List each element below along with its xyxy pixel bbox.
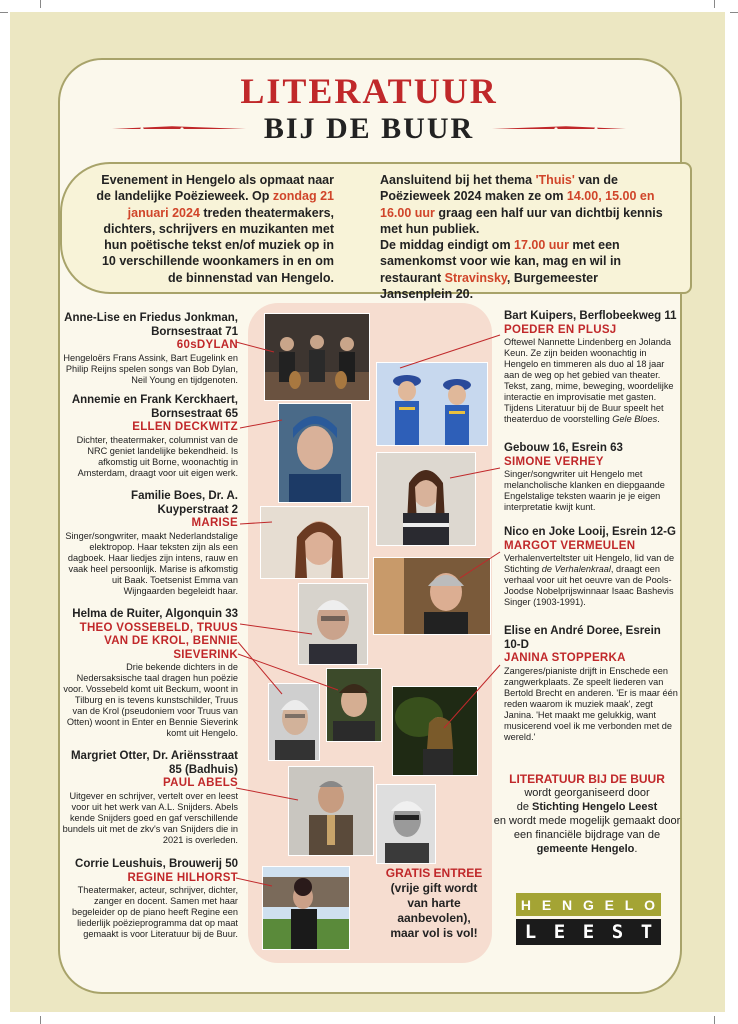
description-text: Verhalenverteltster uit Hengelo, lid van de Stichting (504, 553, 675, 574)
intro-text: met een samenkomst voor wie kan, mag en wil in restaurant (380, 238, 622, 285)
poster-title: LITERATUUR (240, 71, 498, 111)
logo-letter: S (603, 919, 632, 945)
description-text: Oftewel Nannette Lindenberg en Jolanda Keun. Ze zijn beiden woonachtig in Hengelo en timmeren als duo al 18 jaar aan de weg op het gebied van theater. Tekst, zang, mime, beweging, woordelijke interactie en improvisatie met gasten. Tijdens Literatuur bij de Buur speelt het theaterduo de voorstelling (504, 337, 674, 424)
entry-marise (62, 490, 238, 597)
entry-ellen-deckwitz (62, 394, 238, 479)
intro-text: Aansluitend bij het thema (380, 173, 536, 187)
entry-janina-stopperka (504, 625, 680, 743)
entry-paul-abels (62, 750, 238, 846)
venue: Stravinsky (444, 270, 507, 285)
end-time: 17.00 uur (514, 238, 569, 253)
organizer-text: de (516, 801, 532, 813)
organizer-title: LITERATUUR BIJ DE BUUR (509, 772, 665, 786)
performer-description: Drie bekende dichters in de Nedersaksische taal dragen hun poëzie voor. Vossebeld komt uit Beckum, woont in Tilburg en is tevens kunstschilder, Truus van de Krol (pseudoniem voor Truus van Otten) woont in Enter en Bennie Sieverink komt uit Hengelo. (63, 662, 238, 738)
organizer-text (492, 814, 682, 856)
description-text: . (657, 414, 660, 424)
host-address: Annemie en Frank Kerckhaert, Bornsestraat 65 (71, 394, 238, 420)
logo-letter: E (604, 896, 615, 913)
logo-letter: H (520, 896, 533, 913)
host-address: Gebouw 16, Esrein 63 (504, 442, 623, 454)
entry-margot-vermeulen (504, 526, 680, 608)
description-text: , draagt een verhaal voor uit het oeuvre van de Pools-Joodse Nobelprijswinnaar Isaac Bashevis Singer (1903-1991). (504, 564, 674, 607)
performer-name: PAUL ABELS (163, 777, 238, 789)
logo-bottom-bar (516, 919, 661, 945)
logo-letter: T (632, 919, 661, 945)
event-date: zondag 21 januari 2024 (127, 189, 334, 220)
logo-letter: N (562, 896, 574, 913)
organizer-text: . (634, 843, 638, 855)
sponsor-name: gemeente Hengelo (536, 843, 635, 855)
theme: 'Thuis' (535, 173, 575, 187)
performer-description: Singer/songwriter, maakt Nederlandstalige elektropop. Haar teksten zijn als een dagboek. Haar liedjes zijn intens, rauw en vaak heel persoonlijk. Marise is afkomstig uit Baak. Toetsenist Emma van Wijngaarden begeleidt haar. (65, 530, 238, 596)
logo-letter: G (582, 896, 595, 913)
entry-regine-hilhorst (62, 858, 238, 940)
organizer-name: Stichting Hengelo Leest (532, 801, 658, 813)
hengelo-leest-logo (516, 893, 661, 945)
logo-letter: L (624, 896, 635, 913)
logo-letter: E (574, 919, 603, 945)
entry-poeder-en-plusj (504, 310, 680, 425)
organizer-credit (492, 772, 682, 856)
organisation-name: de Verhalenkraal (541, 564, 611, 574)
free-entry-note (384, 866, 484, 941)
performer-name: MARGOT VERMEULEN (504, 539, 636, 552)
host-address: Familie Boes, Dr. A. Kuyperstraat 2 (131, 490, 238, 516)
intro-text: van de Poëzieweek 2024 maken ze om (380, 173, 618, 204)
intro-text: Evenement in Hengelo als opmaat naar de landelijke Poëzieweek. Op (96, 173, 334, 204)
performer-name: SIMONE VERHEY (504, 455, 604, 468)
performer-name: THEO VOSSEBELD, TRUUS VAN DE KROL, BENNIE SIEVERINK (79, 621, 238, 661)
performer-description: Uitgever en schrijver, vertelt over en leest voor uit het werk van A.L. Snijders. Abels kende Snijders goed en gaf verschillende bundels uit met de zkv's van Snijders die in 2021 is overleden. (62, 790, 238, 845)
event-times: 14.00, 15.00 en 16.00 uur (380, 189, 655, 220)
intro-text: treden theatermakers, dichters, schrijvers en muzikanten met hun poëtische tekst en/of muziek op in 10 verschillende woonkamers in en om de binnenstad van Hengelo. (101, 205, 334, 285)
free-entry-text: (vrije gift wordt van harte aanbevolen), maar vol is vol! (390, 881, 478, 940)
organizer-text: wordt georganiseerd door (524, 787, 650, 799)
logo-top-bar (516, 893, 661, 916)
host-address: Nico en Joke Looij, Esrein 12-G (504, 526, 676, 538)
host-address: Bart Kuipers, Berflobeekweg 11 (504, 310, 677, 322)
intro-text: , Burgemeester Jansenplein 20. (380, 270, 598, 302)
organizer-text: en wordt mede mogelijk gemaakt door een financiële bijdrage van de (493, 815, 681, 841)
host-address: Elise en André Doree, Esrein 10-D (504, 625, 661, 651)
show-title: Gele Bloes (612, 414, 658, 424)
performer-name: POEDER EN PLUSJ (504, 323, 617, 336)
entry-simone-verhey (504, 442, 680, 513)
logo-letter: E (545, 919, 574, 945)
logo-letter: O (644, 896, 657, 913)
intro-text: graag een half uur van dichtbij kennis met hun publiek. (380, 205, 663, 236)
performer-description: Theatermaker, acteur, schrijver, dichter, zanger en docent. Samen met haar begeleider op de piano heeft Regine een liederlijk poëzieprogramma dat op maat gemaakt is voor Literatuur bij de Buur. (71, 885, 238, 939)
host-address: Anne-Lise en Friedus Jonkman, Bornsestraat 71 (64, 312, 238, 338)
performer-name: 60sDYLAN (176, 339, 238, 351)
performer-name: REGINE HILHORST (127, 871, 238, 884)
performer-description: Hengeloërs Frans Assink, Bart Eugelink en Philip Reijns spelen songs van Bob Dylan, Neil Young en tijdgenoten. (63, 352, 238, 385)
performer-name: ELLEN DECKWITZ (132, 421, 238, 433)
organizer-text (492, 800, 682, 814)
logo-letter: L (516, 919, 545, 945)
performer-description (504, 553, 680, 608)
performer-description: Singer/songwriter uit Hengelo met melancholische klanken en diepgaande Engelstalige teksten waarin je je eigen interpretatie kwijt kunt. (504, 469, 665, 512)
host-address: Helma de Ruiter, Algonquin 33 (72, 608, 238, 620)
free-entry-title: GRATIS ENTREE (385, 866, 483, 880)
performer-name: MARISE (191, 517, 238, 529)
intro-text: De middag eindigt om (380, 238, 515, 253)
host-address: Corrie Leushuis, Brouwerij 50 (75, 858, 238, 870)
performer-description: Zangeres/pianiste drijft in Enschede een zangwerkplaats. Ze speelt liederen van Bertold Brecht en anderen. 'Er is maar één reden waarom ik muziek maak', zegt Janina. 'Het maakt me gelukkig, want musicerend voel ik me verbonden met de wereld.' (504, 665, 678, 742)
logo-letter: E (541, 896, 553, 913)
entry-nedersaksische-dichters (62, 608, 238, 739)
performer-description: Dichter, theatermaker, columnist van de NRC geniet landelijke bekendheid. Is afkomstig uit Borne, woonachtig in Amsterdam, draagt voor uit eigen werk. (76, 434, 238, 478)
host-address: Margriet Otter, Dr. Ariënsstraat 85 (Badhuis) (70, 750, 238, 776)
performer-name: JANINA STOPPERKA (504, 652, 626, 664)
performer-description (504, 337, 680, 425)
entry-60sdylan (62, 312, 238, 386)
poster-subtitle: BIJ DE BUUR (263, 112, 475, 145)
